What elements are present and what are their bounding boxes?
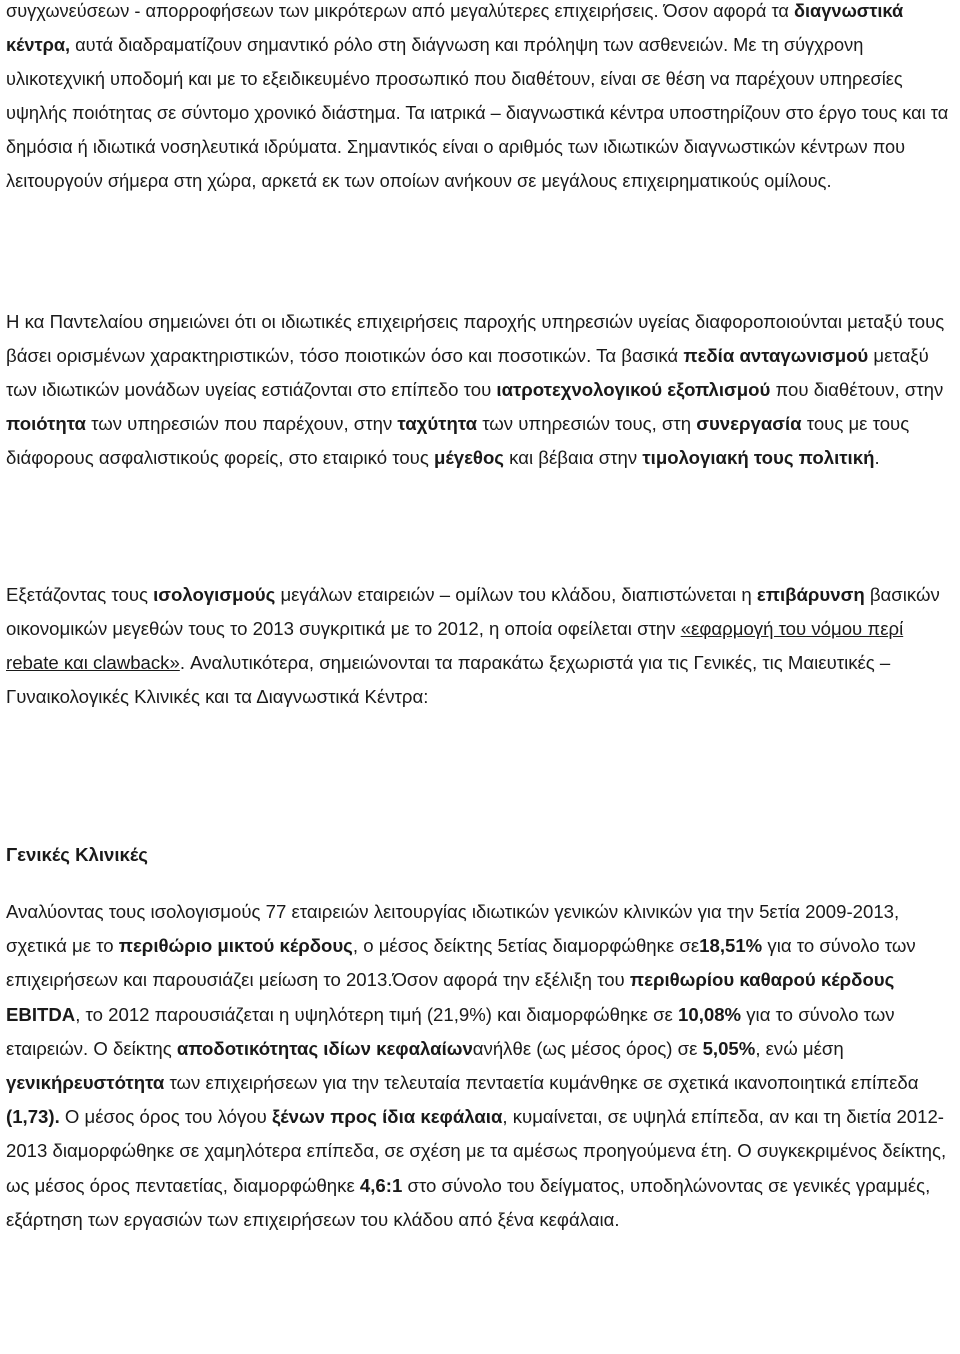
text-span: στο σύνολο του δείγματος, υποδηλώνοντας σε γενικές γραμμές, εξάρτηση των εργασιών των επιχειρήσεων του κλάδου από ξένα κεφάλαια.: [6, 1174, 931, 1230]
text-span: , το 2012 παρουσιάζεται η υψηλότερη τιμή (21,9%) και διαμορφώθηκε σε: [75, 1003, 679, 1025]
bold-term: ιατροτεχνολογικού εξοπλισμού: [496, 379, 771, 400]
bold-term: 10,08%: [678, 1003, 742, 1025]
text-span: Αναλύοντας τους ισολογισμούς 77 εταιρειών λειτουργίας ιδιωτικών γενικών κλινικών για την 5ετία 2009-2013, σχετικά με το: [6, 901, 900, 957]
text-span: αυτά διαδραματίζουν σημαντικό ρόλο στη διάγνωση και πρόληψη των ασθενειών. Με τη σύγχρονη υλικοτεχνική υποδομή και με το εξειδικευμένο προσωπικό που διαθέτουν, είναι σε θέση να παρέχουν υπηρεσίες υψηλής ποιότητας σε σύντομο χρονικό διάστημα. Τα ιατρικά – διαγνωστικά κέντρα υποστηρίζουν στο έργο τους και τα δημόσια ή ιδιωτικά νοσηλευτικά ιδρύματα. Σημαντικός είναι ο αριθμός των ιδιωτικών διαγνωστικών κέντρων που λειτουργούν σήμερα στη χώρα, αρκετά εκ των οποίων ανήκουν σε μεγάλους επιχειρηματικούς ομίλους.: [6, 35, 949, 191]
bold-term: 4,6:1: [359, 1174, 403, 1196]
text-span: , κυμαίνεται, σε υψηλά επίπεδα, αν και τη διετία 2012-2013 διαμορφώθηκε σε χαμηλότερα επίπεδα, σε σχέση με τα αμέσως προηγούμενα έτη. Ο συγκεκριμένος δείκτης, ως μέσος όρος πενταετίας, διαμορφώθηκε: [6, 1106, 947, 1196]
text-span: Εξετάζοντας τους: [6, 584, 154, 605]
bold-term: περιθωρίου καθαρού κέρδους EBITDA: [6, 969, 895, 1025]
bold-term: μέγεθος: [433, 447, 504, 468]
bold-term: (1,73).: [6, 1106, 60, 1128]
text-span: για το σύνολο των εταιρειών. Ο δείκτης: [6, 1003, 895, 1059]
bold-term: 18,51%: [699, 935, 763, 957]
paragraph-general-clinics-analysis: [6, 895, 956, 1237]
text-span: τους με τους διάφορους ασφαλιστικούς φορείς, στο εταιρικό τους: [6, 413, 910, 468]
bold-term: ξένων προς ίδια κεφάλαια: [271, 1106, 503, 1128]
text-span: που διαθέτουν, στην: [770, 379, 944, 400]
bold-term: διαγνωστικά κέντρα,: [6, 1, 904, 55]
text-span: μεγάλων εταιρειών – ομίλων του κλάδου, διαπιστώνεται η: [275, 584, 757, 605]
bold-term: αποδοτικότητας ιδίων κεφαλαίων: [176, 1037, 473, 1059]
text-span: Η κα Παντελαίου σημειώνει ότι οι ιδιωτικές επιχειρήσεις παροχής υπηρεσιών υγείας διαφοροποιούνται μεταξύ τους βάσει ορισμένων χαρακτηριστικών, τόσο ποιοτικών όσο και ποσοτικών. Τα βασικά: [6, 311, 945, 366]
bold-term: επιβάρυνση: [756, 584, 865, 605]
paragraph-balance-sheets: [6, 578, 956, 714]
text-span: και βέβαια στην: [503, 447, 643, 468]
underlined-phrase: «εφαρμογή του νόμου περί rebate και clawback»: [6, 618, 904, 673]
bold-term: περιθώριο μικτού κέρδους: [118, 935, 353, 957]
paragraph-competition-fields: [6, 305, 956, 475]
bold-term: ποιότητα: [6, 413, 86, 434]
bold-term: ταχύτητα: [397, 413, 478, 434]
bold-term: τιμολογιακή τους πολιτική: [642, 447, 875, 468]
paragraph-diagnostic-centers: [6, 0, 954, 198]
text-span: βασικών οικονομικών μεγεθών τους το 2013 συγκριτικά με το 2012, η οποία οφείλεται στην: [6, 584, 940, 639]
text-span: μεταξύ των ιδιωτικών μονάδων υγείας εστιάζονται στο επίπεδο του: [6, 345, 929, 400]
bold-term: ισολογισμούς: [153, 584, 276, 605]
text-span: Ο μέσος όρος του λόγου: [59, 1106, 272, 1128]
text-span: συγχωνεύσεων - απορροφήσεων των μικρότερων από μεγαλύτερες επιχειρήσεις. Όσον αφορά τα: [6, 1, 794, 21]
text-span: .: [874, 447, 880, 468]
text-span: των υπηρεσιών που παρέχουν, στην: [85, 413, 398, 434]
bold-term: γενικήρευστότητα: [6, 1072, 165, 1094]
text-span: , ο μέσος δείκτης 5ετίας διαμορφώθηκε σε: [352, 935, 700, 957]
bold-term: πεδία ανταγωνισμού: [683, 345, 869, 366]
text-span: , ενώ μέση: [755, 1037, 844, 1059]
text-span: των υπηρεσιών τους, στη: [477, 413, 697, 434]
bold-term: 5,05%: [702, 1037, 756, 1059]
bold-term: συνεργασία: [696, 413, 802, 434]
section-heading-general-clinics: Γενικές Κλινικές: [6, 844, 148, 865]
text-span: των επιχειρήσεων για την τελευταία πενταετία κυμάνθηκε σε σχετικά ικανοποιητικά επίπεδα: [164, 1072, 919, 1094]
text-span: . Αναλυτικότερα, σημειώνονται τα παρακάτω ξεχωριστά για τις Γενικές, τις Μαιευτικές – Γυναικολογικές Κλινικές και τα Διαγνωστικά Κέντρα:: [6, 652, 891, 707]
text-span: για το σύνολο των επιχειρήσεων και παρουσιάζει μείωση το 2013.Όσον αφορά την εξέλιξη του: [6, 935, 916, 991]
text-span: ανήλθε (ως μέσος όρος) σε: [472, 1037, 703, 1059]
